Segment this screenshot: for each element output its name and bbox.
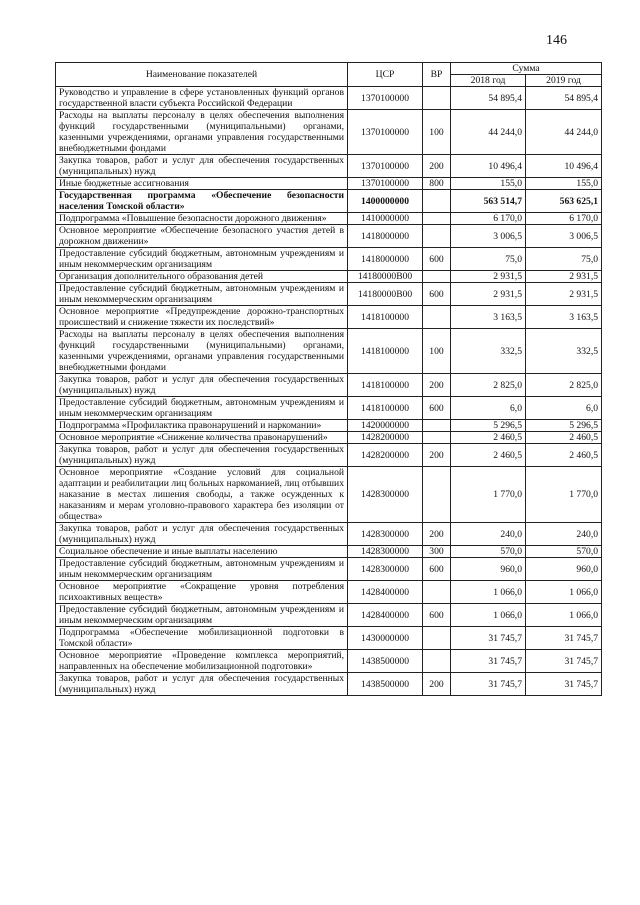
row-value-2018: 2 825,0 bbox=[451, 374, 526, 397]
row-csr: 1438500000 bbox=[348, 650, 423, 673]
table-row bbox=[56, 87, 602, 110]
row-vr: 100 bbox=[423, 110, 451, 155]
table-row bbox=[56, 283, 602, 306]
table-row bbox=[56, 581, 602, 604]
row-vr: 200 bbox=[423, 673, 451, 696]
row-vr bbox=[423, 627, 451, 650]
row-value-2018: 10 496,4 bbox=[451, 155, 526, 178]
row-vr bbox=[423, 306, 451, 329]
row-vr: 100 bbox=[423, 329, 451, 374]
row-csr: 1418100000 bbox=[348, 374, 423, 397]
row-value-2019: 10 496,4 bbox=[526, 155, 602, 178]
row-name: Основное мероприятие «Проведение комплекса мероприятий, направленных на обеспечение мобилизационной подготовки» bbox=[56, 650, 348, 673]
row-value-2019: 6 170,0 bbox=[526, 213, 602, 225]
row-value-2019: 1 770,0 bbox=[526, 467, 602, 523]
row-value-2019: 570,0 bbox=[526, 546, 602, 558]
table-row bbox=[56, 444, 602, 467]
row-name: Закупка товаров, работ и услуг для обеспечения государственных (муниципальных) нужд bbox=[56, 673, 348, 696]
row-vr: 600 bbox=[423, 558, 451, 581]
row-name: Предоставление субсидий бюджетным, автономным учреждениям и иным некоммерческим организациям bbox=[56, 558, 348, 581]
row-value-2018: 1 770,0 bbox=[451, 467, 526, 523]
row-value-2019: 960,0 bbox=[526, 558, 602, 581]
row-name: Предоставление субсидий бюджетным, автономным учреждениям и иным некоммерческим организациям bbox=[56, 248, 348, 271]
table-body bbox=[56, 87, 602, 696]
row-csr: 1370100000 bbox=[348, 110, 423, 155]
table-row bbox=[56, 374, 602, 397]
row-csr: 1418000000 bbox=[348, 225, 423, 248]
row-vr: 300 bbox=[423, 546, 451, 558]
row-name: Основное мероприятие «Снижение количества правонарушений» bbox=[56, 432, 348, 444]
row-csr: 1418100000 bbox=[348, 397, 423, 420]
row-vr: 600 bbox=[423, 248, 451, 271]
row-vr bbox=[423, 432, 451, 444]
row-name: Подпрограмма «Обеспечение мобилизационной подготовки в Томской области» bbox=[56, 627, 348, 650]
table-row bbox=[56, 397, 602, 420]
row-name: Предоставление субсидий бюджетным, автономным учреждениям и иным некоммерческим организациям bbox=[56, 397, 348, 420]
row-value-2018: 44 244,0 bbox=[451, 110, 526, 155]
row-vr bbox=[423, 467, 451, 523]
table-row bbox=[56, 271, 602, 283]
header-sum: Сумма bbox=[451, 63, 602, 75]
table-row bbox=[56, 627, 602, 650]
header-name: Наименование показателей bbox=[56, 63, 348, 87]
row-csr: 1418000000 bbox=[348, 248, 423, 271]
row-name: Основное мероприятие «Обеспечение безопасного участия детей в дорожном движении» bbox=[56, 225, 348, 248]
table-row bbox=[56, 329, 602, 374]
row-value-2018: 332,5 bbox=[451, 329, 526, 374]
row-csr: 1428300000 bbox=[348, 467, 423, 523]
row-value-2018: 2 931,5 bbox=[451, 271, 526, 283]
row-vr: 600 bbox=[423, 283, 451, 306]
table-row bbox=[56, 420, 602, 432]
row-value-2019: 44 244,0 bbox=[526, 110, 602, 155]
row-vr bbox=[423, 271, 451, 283]
row-vr: 200 bbox=[423, 523, 451, 546]
row-name: Социальное обеспечение и иные выплаты населению bbox=[56, 546, 348, 558]
row-value-2018: 155,0 bbox=[451, 178, 526, 190]
row-value-2018: 3 163,5 bbox=[451, 306, 526, 329]
header-2019: 2019 год bbox=[526, 75, 602, 87]
row-name: Руководство и управление в сфере установленных функций органов государственной власти субъекта Российской Федерации bbox=[56, 87, 348, 110]
row-value-2019: 332,5 bbox=[526, 329, 602, 374]
table-row bbox=[56, 604, 602, 627]
row-value-2019: 3 163,5 bbox=[526, 306, 602, 329]
header-vr: ВР bbox=[423, 63, 451, 87]
row-value-2019: 1 066,0 bbox=[526, 581, 602, 604]
row-csr: 1370100000 bbox=[348, 155, 423, 178]
row-value-2019: 3 006,5 bbox=[526, 225, 602, 248]
row-name: Расходы на выплаты персоналу в целях обеспечения выполнения функций государственными (муниципальными) органами, казенными учреждениями, органами управления государственными внебюджетными фондами bbox=[56, 110, 348, 155]
row-vr bbox=[423, 225, 451, 248]
row-name: Закупка товаров, работ и услуг для обеспечения государственных (муниципальных) нужд bbox=[56, 155, 348, 178]
row-value-2019: 2 460,5 bbox=[526, 444, 602, 467]
row-value-2018: 1 066,0 bbox=[451, 581, 526, 604]
row-vr bbox=[423, 213, 451, 225]
row-name: Предоставление субсидий бюджетным, автономным учреждениям и иным некоммерческим организациям bbox=[56, 283, 348, 306]
table-row bbox=[56, 213, 602, 225]
row-value-2019: 155,0 bbox=[526, 178, 602, 190]
row-csr: 1370100000 bbox=[348, 87, 423, 110]
row-csr: 1438500000 bbox=[348, 673, 423, 696]
row-name: Основное мероприятие «Создание условий для социальной адаптации и реабилитации лиц больных наркоманией, лиц отбывших наказание в местах лишения свободы, а также осужденных к наказаниям и мерам уголовно-правового характера без изоляции от общества» bbox=[56, 467, 348, 523]
table-row bbox=[56, 225, 602, 248]
row-csr: 14180000В00 bbox=[348, 283, 423, 306]
row-csr: 1418100000 bbox=[348, 329, 423, 374]
row-value-2019: 31 745,7 bbox=[526, 627, 602, 650]
row-csr: 1428400000 bbox=[348, 604, 423, 627]
page-number: 146 bbox=[546, 33, 567, 48]
header-2018: 2018 год bbox=[451, 75, 526, 87]
row-value-2018: 31 745,7 bbox=[451, 627, 526, 650]
row-csr: 1400000000 bbox=[348, 190, 423, 213]
row-csr: 1428300000 bbox=[348, 523, 423, 546]
row-name: Расходы на выплаты персоналу в целях обеспечения выполнения функций государственными (муниципальными) органами, казенными учреждениями, органами управления государственными внебюджетными фондами bbox=[56, 329, 348, 374]
row-value-2018: 2 931,5 bbox=[451, 283, 526, 306]
row-vr: 200 bbox=[423, 374, 451, 397]
row-name: Закупка товаров, работ и услуг для обеспечения государственных (муниципальных) нужд bbox=[56, 444, 348, 467]
table-row bbox=[56, 110, 602, 155]
row-name: Предоставление субсидий бюджетным, автономным учреждениям и иным некоммерческим организациям bbox=[56, 604, 348, 627]
row-vr: 800 bbox=[423, 178, 451, 190]
row-value-2018: 563 514,7 bbox=[451, 190, 526, 213]
row-value-2018: 570,0 bbox=[451, 546, 526, 558]
row-name: Основное мероприятие «Сокращение уровня потребления психоактивных веществ» bbox=[56, 581, 348, 604]
row-value-2019: 75,0 bbox=[526, 248, 602, 271]
row-name: Подпрограмма «Профилактика правонарушений и наркомании» bbox=[56, 420, 348, 432]
row-csr: 1370100000 bbox=[348, 178, 423, 190]
row-value-2018: 6 170,0 bbox=[451, 213, 526, 225]
row-name: Организация дополнительного образования детей bbox=[56, 271, 348, 283]
table-row bbox=[56, 650, 602, 673]
row-vr: 600 bbox=[423, 604, 451, 627]
row-value-2018: 240,0 bbox=[451, 523, 526, 546]
table-row bbox=[56, 155, 602, 178]
row-csr: 1420000000 bbox=[348, 420, 423, 432]
row-value-2019: 54 895,4 bbox=[526, 87, 602, 110]
table-row bbox=[56, 306, 602, 329]
row-name: Подпрограмма «Повышение безопасности дорожного движения» bbox=[56, 213, 348, 225]
table-row bbox=[56, 523, 602, 546]
table-row bbox=[56, 190, 602, 213]
table-row bbox=[56, 673, 602, 696]
row-value-2019: 31 745,7 bbox=[526, 650, 602, 673]
table-row bbox=[56, 178, 602, 190]
row-value-2018: 6,0 bbox=[451, 397, 526, 420]
row-vr bbox=[423, 650, 451, 673]
row-value-2018: 31 745,7 bbox=[451, 650, 526, 673]
row-csr: 1428300000 bbox=[348, 546, 423, 558]
row-csr: 1410000000 bbox=[348, 213, 423, 225]
row-value-2019: 2 825,0 bbox=[526, 374, 602, 397]
row-name: Основное мероприятие «Предупреждение дорожно-транспортных происшествий и снижение тяжести их последствий» bbox=[56, 306, 348, 329]
budget-table bbox=[55, 62, 602, 696]
row-csr: 14180000В00 bbox=[348, 271, 423, 283]
table-row bbox=[56, 546, 602, 558]
row-vr bbox=[423, 87, 451, 110]
row-vr: 200 bbox=[423, 444, 451, 467]
row-csr: 1428200000 bbox=[348, 432, 423, 444]
table-row bbox=[56, 558, 602, 581]
table-row bbox=[56, 432, 602, 444]
row-value-2018: 3 006,5 bbox=[451, 225, 526, 248]
table-row bbox=[56, 248, 602, 271]
header-csr: ЦСР bbox=[348, 63, 423, 87]
row-vr bbox=[423, 190, 451, 213]
row-csr: 1428200000 bbox=[348, 444, 423, 467]
row-vr bbox=[423, 581, 451, 604]
row-value-2019: 31 745,7 bbox=[526, 673, 602, 696]
row-value-2019: 2 931,5 bbox=[526, 271, 602, 283]
row-vr: 200 bbox=[423, 155, 451, 178]
row-name: Иные бюджетные ассигнования bbox=[56, 178, 348, 190]
row-value-2018: 5 296,5 bbox=[451, 420, 526, 432]
row-value-2018: 1 066,0 bbox=[451, 604, 526, 627]
row-value-2019: 240,0 bbox=[526, 523, 602, 546]
row-csr: 1428300000 bbox=[348, 558, 423, 581]
table-row bbox=[56, 467, 602, 523]
row-value-2018: 31 745,7 bbox=[451, 673, 526, 696]
row-value-2018: 54 895,4 bbox=[451, 87, 526, 110]
row-value-2019: 5 296,5 bbox=[526, 420, 602, 432]
row-value-2019: 2 460,5 bbox=[526, 432, 602, 444]
row-name: Закупка товаров, работ и услуг для обеспечения государственных (муниципальных) нужд bbox=[56, 523, 348, 546]
row-csr: 1428400000 bbox=[348, 581, 423, 604]
row-csr: 1430000000 bbox=[348, 627, 423, 650]
row-value-2018: 960,0 bbox=[451, 558, 526, 581]
row-value-2018: 2 460,5 bbox=[451, 432, 526, 444]
row-value-2019: 2 931,5 bbox=[526, 283, 602, 306]
row-value-2019: 6,0 bbox=[526, 397, 602, 420]
row-vr: 600 bbox=[423, 397, 451, 420]
row-vr bbox=[423, 420, 451, 432]
row-name: Государственная программа «Обеспечение безопасности населения Томской области» bbox=[56, 190, 348, 213]
row-value-2018: 75,0 bbox=[451, 248, 526, 271]
row-value-2019: 1 066,0 bbox=[526, 604, 602, 627]
row-name: Закупка товаров, работ и услуг для обеспечения государственных (муниципальных) нужд bbox=[56, 374, 348, 397]
row-csr: 1418100000 bbox=[348, 306, 423, 329]
row-value-2018: 2 460,5 bbox=[451, 444, 526, 467]
row-value-2019: 563 625,1 bbox=[526, 190, 602, 213]
